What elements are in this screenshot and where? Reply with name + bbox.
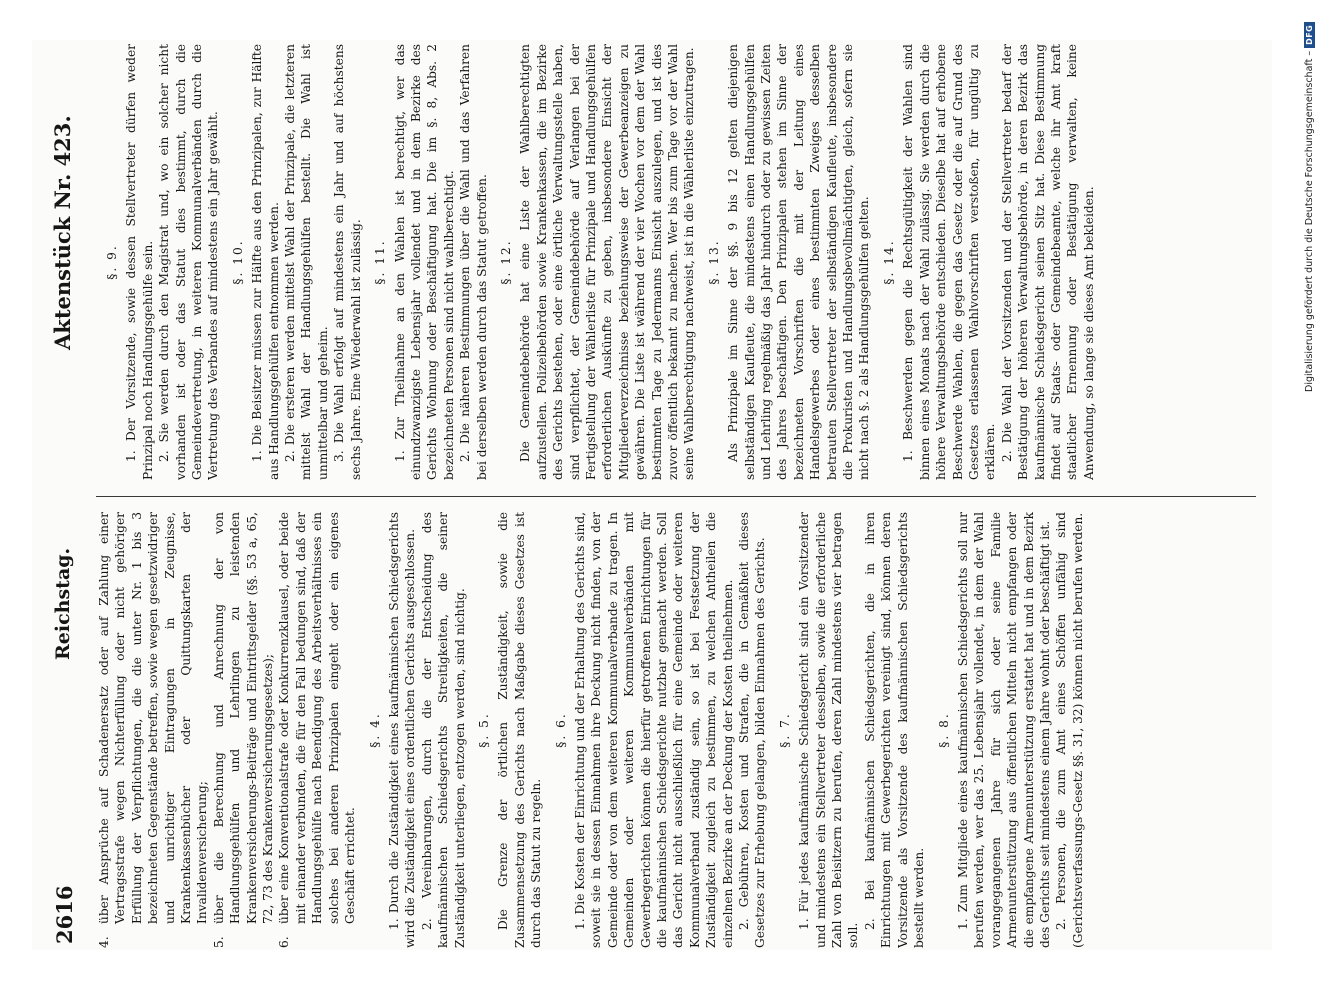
paragraph: 2. Die Wahl der Vorsitzenden und der Stellvertreter bedarf der Bestätigung der höheren Verwaltungsbehörde, in deren Bezirk das kaufmännische Schiedsgericht seinen Sitz hat. Diese Bestimmung findet auf Staats- oder Gemeindebeamte, welche ihr Amt kraft staatlicher Ernennung oder Bestätigung verwalten, keine Anwendung, so lange sie dieses Amt bekleiden. (999, 44, 1096, 480)
numbered-item (211, 512, 277, 948)
section-heading: §. 13. (706, 239, 721, 285)
section-heading: §. 5. (476, 712, 491, 748)
item-text: über Ansprüche auf Schadenersatz oder auf Zahlung einer Vertragsstrafe wegen Nichterfüllung oder nicht gehöriger Erfüllung der Verpflichtungen, die die unter Nr. 1 bis 3 bezeichneten Gegenstände betreffen, sowie wegen gesetzwidriger und unrichtiger Eintragungen in Zeugnisse, Krankenkassenbücher oder Quittungskarten der Invalidenversicherung; (97, 512, 210, 924)
paragraph: 1. Die Beisitzer müssen zur Hälfte aus den Prinzipalen, zur Hälfte aus Handlungsgehülfen entnommen werden. (250, 44, 281, 480)
item-text: über eine Konventionalstrafe oder Konkurrenzklausel, oder beide mit einander verbunden, die für den Fall bedungen sind, daß der Handlungsgehülfe nach Beendigung des Arbeitsverhältnisses ein solches bei anderen Prinzipalen eingeht oder ein eigenes Geschäft errichtet. (277, 512, 358, 924)
paragraph: 2. Gebühren, Kosten und Strafen, die in Gemäßheit dieses Gesetzes zur Erhebung gelangen, bilden Einnahmen des Gerichts. (737, 512, 768, 948)
paragraph: 2. Sie werden durch den Magistrat und, wo ein solcher nicht vorhanden ist oder das Statut dies bestimmt, durch die Gemeindevertretung, in weiteren Kommunalverbänden durch die Vertretung des Verbandes auf mindestens ein Jahr gewählt. (157, 44, 221, 480)
numbered-item (276, 512, 358, 948)
paragraph: 1. Beschwerden gegen die Rechtsgültigkeit der Wahlen sind binnen eines Monats nach der Wahl zulässig. Sie werden durch die höhere Verwaltungsbehörde entschieden. Dieselbe hat auf erhobene Beschwerde Wahlen, die gegen das Gesetz oder die auf Grund des Gesetzes erlassenen Wahlvorschriften verstoßen, für ungültig zu erklären. (901, 44, 998, 480)
section-heading: §. 9. (105, 244, 119, 280)
paragraph: 2. Personen, die zum Amt eines Schöffen unfähig sind (Gerichtsverfassungs-Gesetz §§. 31, 32) können nicht berufen werden. (1054, 512, 1085, 948)
paragraph: 3. Die Wahl erfolgt auf mindestens ein Jahr und auf höchstens sechs Jahre. Eine Wiederwahl ist zulässig. (332, 44, 363, 480)
running-title: Reichstag. (52, 547, 74, 660)
section-heading: §. 4. (367, 712, 382, 748)
section-heading: §. 12. (498, 239, 513, 285)
paragraph: 2. Die ersteren werden mittelst Wahl der Prinzipale, die letzteren mittelst Wahl der Handlungsgehülfen bestellt. Die Wahl ist unmittelbar und geheim. (283, 44, 330, 480)
item-number: 4. (97, 936, 111, 948)
item-number: 6. (277, 936, 292, 948)
item-number: 5. (211, 936, 226, 948)
page-number: 2616 (52, 885, 77, 944)
section-heading: §. 14. (881, 239, 896, 285)
paragraph: 2. Vereinbarungen, durch die der Entscheidung des kaufmännischen Schiedsgerichts Streitigkeiten, die seiner Zuständigkeit unterliegen, entzogen werden, sind nichtig. (419, 512, 467, 948)
credit-text: Digitalisierung gefördert durch die Deutsche Forschungsgemeinschaft – (1304, 50, 1315, 392)
paragraph: 1. Zum Mitgliede eines kaufmännischen Schiedsgerichts soll nur berufen werden, wer das 25. Lebensjahr vollendet, in dem der Wahl vorangegangenen Jahre für sich oder seine Familie Armenunterstützung aus öffentlichen Mitteln nicht empfangen oder die empfangene Armenunterstützung erstattet hat und in dem Bezirk des Gerichts seit mindestens einem Jahre wohnt oder beschäftigt ist. (955, 512, 1052, 948)
digitization-credit (1304, 22, 1315, 392)
paragraph: 2. Die näheren Bestimmungen über die Wahl und das Verfahren bei derselben werden durch das Statut getroffen. (458, 44, 489, 480)
item-text: über die Berechnung und Anrechnung der von Handlungsgehülfen und Lehrlingen zu leistenden Krankenversicherungs-Beiträge und Eintrittsgelder (§§. 53 a, 65, 72, 73 des Krankenversicherungsgesetzes); (211, 512, 276, 924)
section-heading: §. 10. (230, 239, 245, 285)
section-heading: §. 7. (777, 712, 792, 748)
numbered-item (96, 512, 211, 948)
paragraph: Die Gemeindebehörde hat eine Liste der Wahlberechtigten aufzustellen. Polizeibehörden sowie Krankenkassen, die im Bezirke des Gerichts bestehen, oder eine örtliche Verwaltungsstelle haben, sind verpflichtet, der Gemeindebehörde auf Verlangen bei der Fertigstellung der Wählerliste für Prinzipale und Handlungsgehülfen erforderlichen Auskünfte zu geben, insbesondere Einsicht der Mitgliederverzeichnisse beziehungsweise der Gewerbeanzeigen zu gewähren. Die Liste ist während der vier Wochen vor dem der Wahl bestimmten Tage zu Jedermanns Einsicht auszulegen, und ist dies zuvor öffentlich bekannt zu machen. Wer bis zum Tage vor der Wahl seine Wahlberechtigung nachweist, ist in die Wählerliste einzutragen. (518, 44, 697, 480)
page-header (44, 40, 84, 950)
left-text-column (96, 512, 1086, 948)
dfg-logo: DFG (1304, 22, 1315, 48)
paragraph: 1. Durch die Zuständigkeit eines kaufmännischen Schiedsgerichts wird die Zuständigkeit eines ordentlichen Gerichts ausgeschlossen. (386, 512, 418, 948)
section-heading: §. 6. (553, 712, 568, 748)
paragraph: 1. Für jedes kaufmännische Schiedsgericht sind ein Vorsitzender und mindestens ein Stellvertreter desselben, sowie die erforderliche Zahl von Beisitzern zu berufen, deren Zahl mindestens vier betragen soll. (797, 512, 861, 948)
paragraph: 1. Die Kosten der Einrichtung und der Erhaltung des Gerichts sind, soweit sie in dessen Einnahmen ihre Deckung nicht finden, von der Gemeinde oder von dem weiteren Kommunalverbande zu tragen. In Gemeinden oder weiteren Kommunalverbänden mit Gewerbegerichten können die hierfür getroffenen Einrichtungen für die kaufmännischen Schiedsgerichte nutzbar gemacht werden. Soll das Gericht nicht ausschließlich für eine Gemeinde oder weiteren Kommunalverband zuständig sein, so ist bei Festsetzung der Zuständigkeit zugleich zu bestimmen, zu welchen Antheilen die einzelnen Bezirke an der Deckung der Kosten theilnehmen. (572, 512, 735, 948)
column-divider (96, 496, 1256, 497)
paragraph: 1. Zur Theilnahme an den Wahlen ist berechtigt, wer das einundzwanzigste Lebensjahr vollendet und in dem Bezirke des Gerichts Wohnung oder Beschäftigung hat. Die im §. 8, Abs. 2 bezeichneten Personen sind nicht wahlberechtigt. (392, 44, 456, 480)
paragraph: 2. Bei kaufmännischen Schiedsgerichten, die in ihren Einrichtungen mit Gewerbegerichten vereinigt sind, können deren Vorsitzende als Vorsitzende des kaufmännischen Schiedsgerichts bestellt werden. (862, 512, 927, 948)
section-heading: §. 8. (936, 712, 951, 748)
document-label: Aktenstück Nr. 423. (50, 115, 75, 350)
right-text-column (96, 44, 1097, 480)
paragraph: Als Prinzipale im Sinne der §§. 9 bis 12 gelten diejenigen selbständigen Kaufleute, die mindestens einen Handlungsgehülfen und Lehrling regelmäßig das Jahr hindurch oder zu gewissen Zeiten des Jahres beschäftigen. Den Prinzipalen stehen im Sinne der bezeichneten Vorschriften die mit der Leitung eines Handelsgewerbes oder eines bestimmten Zweiges desselben betrauten Stellvertreter der selbständigen Kaufleute, insbesondere die Prokuristen und Handlungsbevollmächtigten, gleich, sofern sie nicht nach §. 2 als Handlungsgehülfen gelten. (726, 44, 872, 480)
paragraph: 1. Der Vorsitzende, sowie dessen Stellvertreter dürfen weder Prinzipal noch Handlungsgehülfe sein. (124, 44, 155, 480)
printed-page (32, 40, 1272, 950)
section-heading: §. 11. (373, 239, 388, 285)
paragraph: Die Grenze der örtlichen Zuständigkeit, sowie die Zusammensetzung des Gerichts nach Maßgabe dieses Gesetzes ist durch das Statut zu regeln. (496, 512, 544, 948)
